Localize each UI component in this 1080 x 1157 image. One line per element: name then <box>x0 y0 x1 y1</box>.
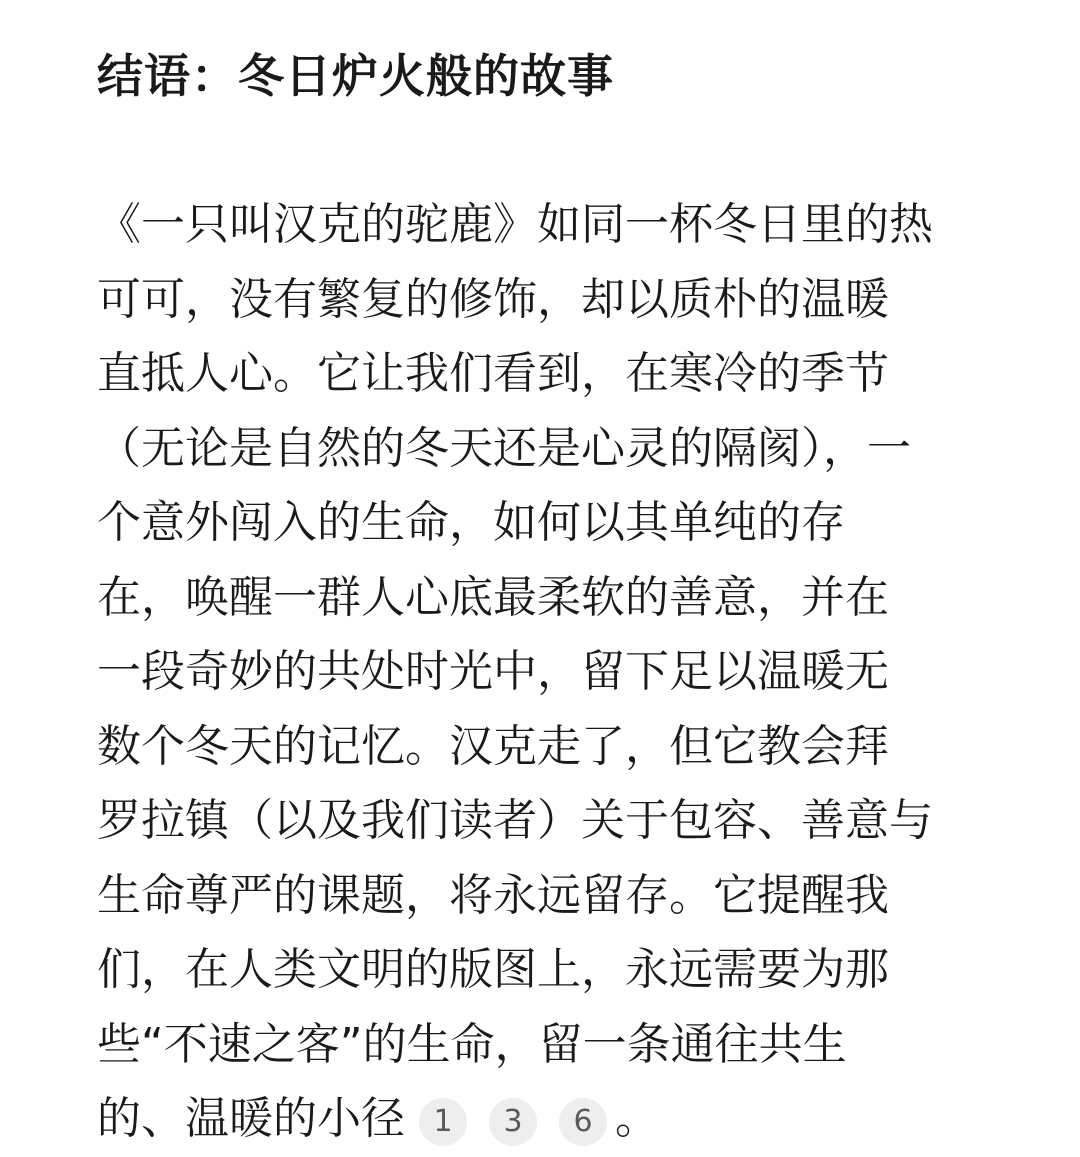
paragraph-line: 些“不速之客”的生命，留一条通往共生 <box>97 1018 847 1070</box>
paragraph-last-line <box>97 1082 1037 1157</box>
paragraph-line: 们，在人类文明的版图上，永远需要为那 <box>97 944 889 995</box>
paragraph-line: 数个冬天的记忆。汉克走了，但它教会拜 <box>97 720 889 772</box>
paragraph-line: （无论是自然的冬天还是心灵的隔阂），一 <box>97 422 911 474</box>
citation-badge-6[interactable]: 6 <box>559 1098 607 1146</box>
paragraph-line: 生命尊严的课题，将永远留存。它提醒我 <box>97 869 889 921</box>
paragraph-line: 一段奇妙的共处时光中，留下足以温暖无 <box>97 646 889 697</box>
paragraph-line: 个意外闯入的生命，如何以其单纯的存 <box>97 497 845 548</box>
paragraph-line-text: 的、温暖的小径 <box>97 1093 405 1144</box>
article <box>97 40 1037 1157</box>
paragraph-line: 《一只叫汉克的驼鹿》如同一杯冬日里的热 <box>97 199 933 250</box>
paragraph-line: 罗拉镇（以及我们读者）关于包容、善意与 <box>97 795 933 846</box>
citation-badge-3[interactable]: 3 <box>489 1098 537 1146</box>
citation-badge-1[interactable]: 1 <box>419 1098 467 1146</box>
section-heading: 结语：冬日炉火般的故事 <box>97 49 614 103</box>
article-paragraph <box>97 188 1037 1157</box>
end-punctuation: 。 <box>615 1093 659 1144</box>
paragraph-line: 在，唤醒一群人心底最柔软的善意，并在 <box>97 571 889 623</box>
paragraph-line: 可可，没有繁复的修饰，却以质朴的温暖 <box>97 273 889 325</box>
paragraph-line: 直抵人心。它让我们看到，在寒冷的季节 <box>97 348 889 399</box>
